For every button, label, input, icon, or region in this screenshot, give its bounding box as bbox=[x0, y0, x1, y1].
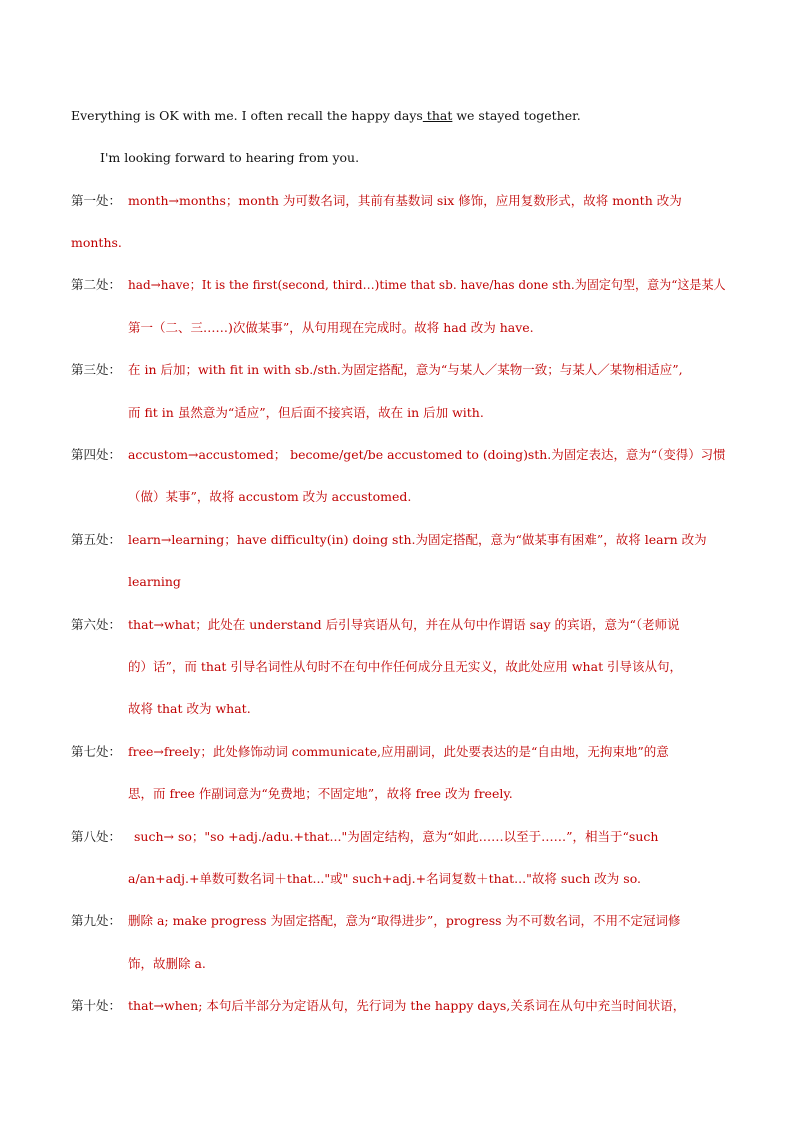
item-text-line: that→what；此处在 understand 后引导宾语从句，并在从句中作谓语 say 的宾语，意为“（老师说 bbox=[128, 617, 680, 632]
letter-line-1 bbox=[71, 108, 581, 124]
item-text-line: 在 in 后加；with fit in with sb./sth.为固定搭配，意为“与某人／某物一致；与某人／某物相适应”, bbox=[128, 362, 683, 377]
item-label: 第五处： bbox=[71, 532, 122, 547]
item-label: 第八处： bbox=[71, 829, 122, 844]
item-text-line: 而 fit in 虽然意为“适应”，但后面不接宾语，故在 in 后加 with. bbox=[128, 405, 484, 420]
item-text-line: （做）某事”，故将 accustom 改为 accustomed. bbox=[128, 489, 412, 504]
item-text-line: month→months；month 为可数名词，其前有基数词 six 修饰，应用复数形式，故将 month 改为 bbox=[128, 193, 682, 208]
item-text-line: such→ so；"so +adj./adu.+that..."为固定结构，意为“如此……以至于……”，相当于“such bbox=[134, 829, 659, 844]
letter-line-1-after: we stayed together. bbox=[452, 108, 581, 123]
item-text-line: 的）话”，而 that 引导名词性从句时不在句中作任何成分且无实义，故此处应用 what 引导该从句， bbox=[128, 659, 683, 674]
item-text-line: accustom→accustomed； become/get/be accustomed to (doing)sth.为固定表达，意为“（变得）习惯 bbox=[128, 447, 726, 462]
item-label: 第三处： bbox=[71, 362, 122, 377]
underlined-word: that bbox=[422, 108, 453, 123]
item-label: 第九处： bbox=[71, 913, 122, 928]
item-text-line: had→have；It is the first(second, third…)time that sb. have/has done sth.为固定句型，意为“这是某人 bbox=[128, 277, 726, 292]
item-label: 第四处： bbox=[71, 447, 122, 462]
item-text-line: 思，而 free 作副词意为“免费地；不固定地”，故将 free 改为 freely. bbox=[128, 786, 513, 801]
item-text-line: 故将 that 改为 what. bbox=[128, 701, 251, 716]
item-label: 第六处： bbox=[71, 617, 122, 632]
item-label: 第七处： bbox=[71, 744, 122, 759]
item-text-line: 第一（二、三……)次做某事”，从句用现在完成时。故将 had 改为 have. bbox=[128, 320, 534, 335]
letter-line-1-before: Everything is OK with me. I often recall the happy days bbox=[71, 108, 423, 123]
item-label: 第二处： bbox=[71, 277, 122, 292]
item-label: 第十处： bbox=[71, 998, 122, 1013]
item-text-line: learning bbox=[128, 574, 181, 589]
item-text-line: 删除 a; make progress 为固定搭配，意为“取得进步”，progress 为不可数名词，不用不定冠词修 bbox=[128, 913, 681, 928]
letter-line-2: I'm looking forward to hearing from you. bbox=[100, 150, 360, 165]
item-text-line: that→when; 本句后半部分为定语从句，先行词为 the happy days,关系词在从句中充当时间状语， bbox=[128, 998, 686, 1013]
item-text-line: 饰，故删除 a. bbox=[128, 956, 206, 971]
item-text-line: learn→learning；have difficulty(in) doing sth.为固定搭配，意为“做某事有困难”，故将 learn 改为 bbox=[128, 532, 707, 547]
item-text-line: free→freely；此处修饰动词 communicate,应用副词，此处要表达的是“自由地，无拘束地”的意 bbox=[128, 744, 669, 759]
item-label: 第一处： bbox=[71, 193, 122, 208]
item-text-line: a/an+adj.+单数可数名词＋that..."或" such+adj.+名词复数＋that..."故将 such 改为 so. bbox=[128, 871, 641, 886]
item-text-line: months. bbox=[71, 235, 122, 250]
